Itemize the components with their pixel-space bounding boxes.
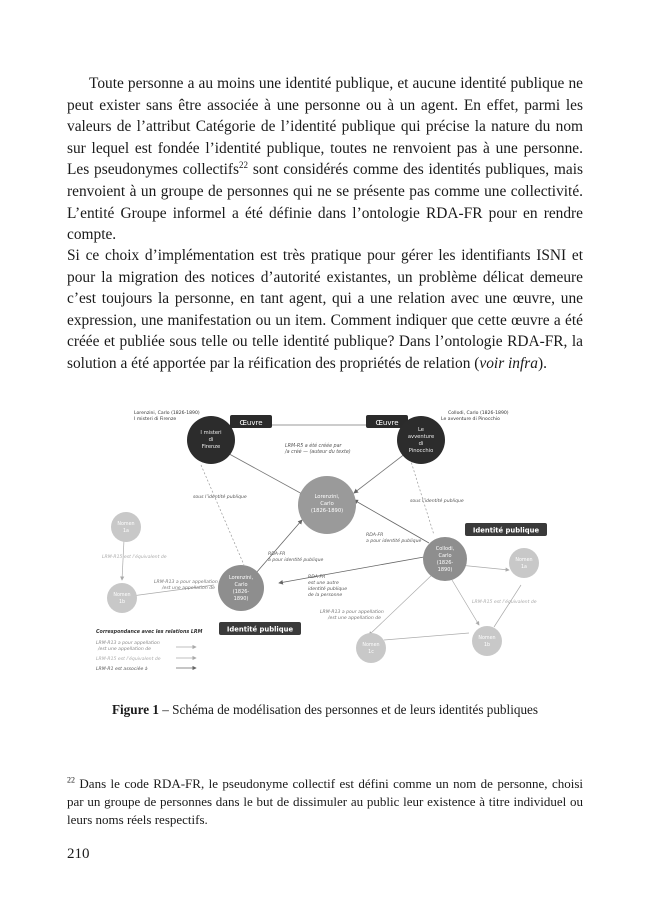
figure-caption-label: Figure 1: [111, 702, 159, 717]
ip1-line4: 1890): [233, 596, 249, 602]
node-nomen-1b-right: [472, 626, 502, 656]
node-nomen-1a-left: [111, 512, 141, 542]
paragraph-1-text: Toute personne a au moins une identité publique, et aucune identité publique ne peut exister sans être associée à une personne ou à un agent. En effet, parmi les valeurs de l’attribut Catégorie de l’identité publique qui précise la nature du nom sur lequel est fondée l’identité publique, toutes ne renvoient pas à une personne. Les pseudonymes collectifs: [67, 75, 583, 179]
identite-publique-tag-right: [465, 523, 547, 536]
edge-label-lrm-r13-bottom-2: /est une appellation de: [328, 616, 381, 621]
nomen-label: Nomen: [362, 643, 380, 648]
nomen-label: 1a: [521, 565, 527, 570]
edge-label-autre-4: de la personne: [308, 593, 343, 598]
edge-label-rda-right-1: RDA-FR: [366, 533, 384, 538]
edge-label-lrm-r15-right: LRM-R15 est l’équivalent de: [472, 600, 537, 605]
edge-line: [122, 540, 124, 580]
nomen-label: Nomen: [113, 593, 131, 598]
work1-line2: di: [208, 437, 214, 443]
paragraph-2-italic: voir infra: [479, 354, 538, 372]
work2-line2: avventure: [407, 434, 435, 440]
page-number: 210: [67, 846, 90, 862]
legend-item-1b: /est une appellation de: [98, 647, 151, 652]
edge-line: [494, 585, 521, 627]
edge-label-autre-3: identité publique: [308, 587, 348, 592]
person-line1: Lorenzini,: [314, 494, 340, 500]
nomen-label: Nomen: [515, 558, 533, 563]
oeuvre-tag-right-label: Œuvre: [375, 419, 399, 427]
edge-line: [201, 465, 244, 565]
paragraph-2-text: Si ce choix d’implémentation est très pratique pour gérer les identifiants ISNI et pour la migration des notices d’autorité existantes, un problème délicat demeure c’est toujours la personne, en tant agent, qui a une relation avec une œuvre, une expression, une manifestation ou un item. Comment indiquer que cette œuvre a été créée et publiée sous telle ou telle identité publique? Dans l’ontologie RDA-FR, la solution a été apportée par la réification des propriétés de relation (: [67, 247, 583, 372]
footnote-22: [67, 775, 583, 829]
nomen-label: 1a: [123, 529, 129, 534]
node-work-misteri: [187, 416, 235, 464]
ip2-line4: 1890): [437, 567, 453, 573]
edge-line: [384, 633, 469, 640]
nomen-label: 1b: [118, 600, 126, 605]
edge-label-lrm-r15-left: LRM-R15 est l’équivalent de: [102, 555, 167, 560]
legend-item-1a: LRM-R13 a pour appellation: [96, 641, 160, 646]
edge-label-sous-identite-right: sous l’identité publique: [410, 499, 464, 504]
edge-label-rda-left-1: RDA-FR: [268, 552, 286, 557]
footnote-text: Dans le code RDA-FR, le pseudonyme collectif est défini comme un nom de personne, choisi par un groupe de personnes dans le but de dissimuler au public leur existence à titre individuel ou leurs noms réels respectifs.: [67, 776, 583, 827]
node-nomen-1a-right: [509, 548, 539, 578]
footnote-ref-22[interactable]: 22: [239, 160, 249, 171]
edge-line: [354, 453, 406, 493]
edge-label-lrm-r13-left-1: LRM-R13 a pour appellation: [154, 580, 218, 585]
oeuvre-tag-left-label: Œuvre: [239, 419, 263, 427]
edge-label-rda-right-2: a pour identité publique: [366, 539, 422, 544]
node-identity-collodi: [423, 537, 467, 581]
edge-label-creee-par-1: LRM-R5 a été créée par: [285, 444, 342, 449]
edge-line: [409, 455, 434, 535]
edge-line: [369, 573, 434, 635]
work1-line3: Firenze: [201, 444, 221, 450]
identite-publique-tag-left-label: Identité publique: [226, 625, 294, 634]
figure-1-diagram: [84, 405, 554, 690]
top-right-label-1: Collodi, Carlo (1826-1890): [448, 411, 509, 416]
nomen-label: 1c: [368, 650, 374, 655]
legend-item-3: LRM-R1 est associée à: [96, 667, 148, 672]
top-left-label-1: Lorenzini, Carlo (1826-1890): [134, 411, 200, 416]
node-work-pinocchio: [397, 416, 445, 464]
identite-publique-tag-left: [219, 622, 301, 635]
edge-line: [459, 565, 509, 570]
oeuvre-tag-left: [230, 415, 272, 428]
edge-label-creee-par-2: /a créé — (auteur du texte): [285, 450, 351, 455]
person-line2: Carlo: [320, 501, 334, 507]
nomen-label: Nomen: [478, 636, 496, 641]
diagram-legend: [96, 629, 203, 672]
work2-line4: Pinocchio: [408, 448, 434, 454]
ip2-line2: Carlo: [438, 553, 452, 559]
node-nomen-1c-bottom: [356, 633, 386, 663]
ip1-line2: Carlo: [234, 582, 248, 588]
edge-label-autre-2: est une autre: [308, 581, 339, 586]
edge-label-lrm-r13-left-2: /est une appellation de: [162, 586, 215, 591]
node-nomen-1b-left: [107, 583, 137, 613]
node-identity-lorenzini: [218, 565, 264, 611]
figure-caption: [67, 702, 583, 718]
ip1-line3: (1826-: [232, 589, 250, 595]
legend-item-2: LRM-R15 est l’équivalent de: [96, 657, 161, 662]
edge-label-lrm-r13-bottom-1: LRM-R13 a pour appellation: [320, 610, 384, 615]
work2-line3: di: [418, 441, 424, 447]
footnote-number: 22: [67, 775, 75, 785]
edge-line: [256, 520, 302, 573]
figure-caption-text: – Schéma de modélisation des personnes et de leurs identités publiques: [158, 702, 539, 717]
ip2-line3: (1826-: [436, 560, 454, 566]
edge-label-autre-1: RDA-FR: [308, 575, 326, 580]
work1-line1: I misteri: [200, 430, 222, 436]
nomen-label: 1b: [483, 643, 491, 648]
work2-line1: Le: [418, 427, 424, 433]
edge-line: [222, 450, 304, 495]
node-person-lorenzini: [298, 476, 356, 534]
top-right-label-2: Le avventure di Pinocchio: [441, 417, 500, 422]
paragraph-1-text-end: sont considérés comme des identités publiques, mais renvoient à un groupe de personnes qui ne se présente pas comme une collectivité. L’entité Groupe informel a été définie dans l’ontologie RDA-FR pour en rendre compte.: [67, 161, 584, 244]
nomen-label: Nomen: [117, 522, 135, 527]
paragraph-2-text-end: ).: [537, 354, 547, 372]
legend-title: Correspondance avec les relations LRM: [96, 630, 203, 635]
edge-label-rda-left-2: a pour identité publique: [268, 558, 324, 563]
top-left-label-2: I misteri di Firenze: [134, 417, 177, 422]
ip1-line1: Lorenzini,: [228, 575, 254, 581]
edge-label-sous-identite-left: sous l’identité publique: [193, 495, 247, 500]
identite-publique-tag-right-label: Identité publique: [472, 526, 540, 535]
ip2-line1: Collodi,: [435, 546, 455, 552]
paragraph-2: [67, 245, 583, 375]
paragraph-1: [67, 73, 583, 246]
person-line3: (1826-1890): [310, 508, 344, 514]
